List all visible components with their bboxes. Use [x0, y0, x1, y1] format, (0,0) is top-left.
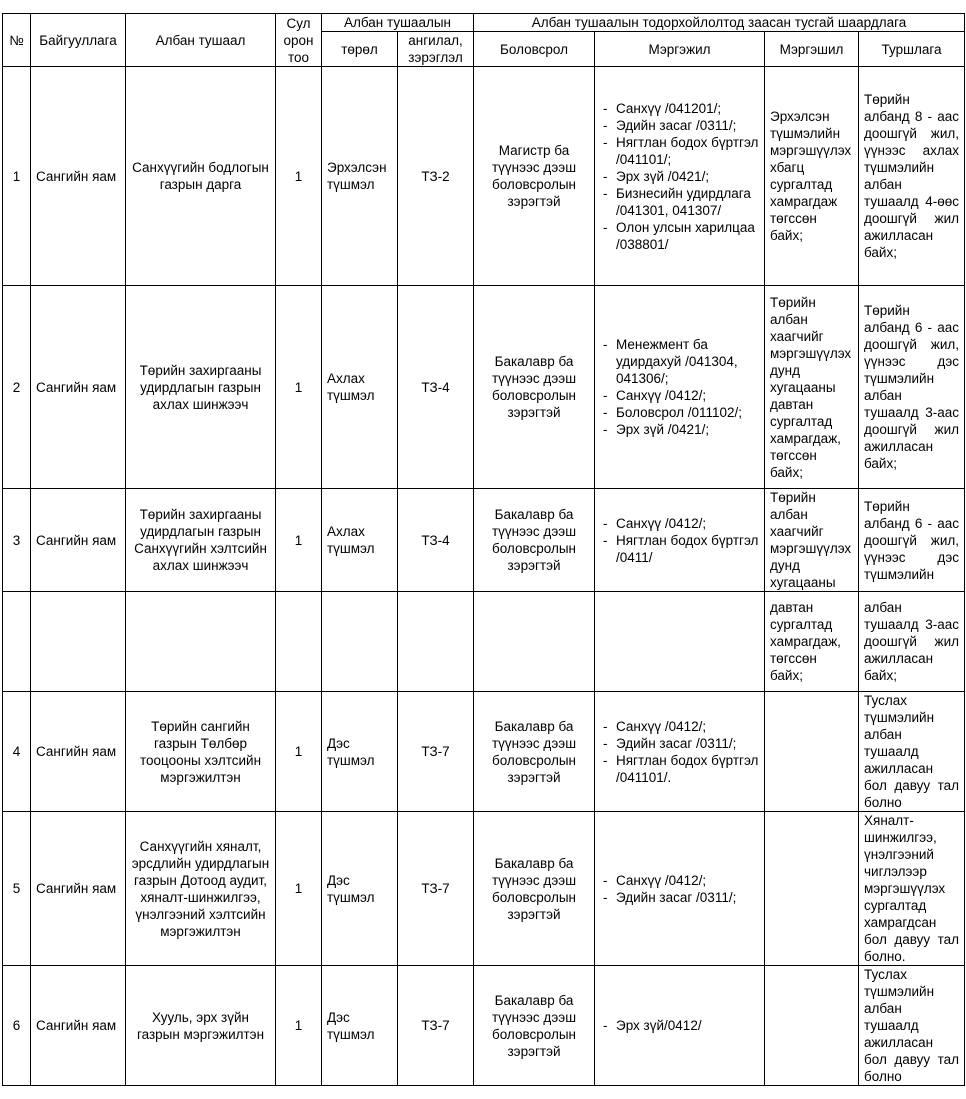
row-no — [3, 592, 31, 692]
row-rank — [398, 592, 474, 692]
table-row — [3, 286, 965, 489]
profession-item: - Эдийн засаг /0311/; — [600, 117, 759, 134]
row-skill — [765, 692, 859, 812]
row-type: Дэс түшмэл — [322, 812, 398, 966]
row-organization: Сангийн яам — [31, 67, 126, 286]
table-row — [3, 489, 965, 592]
row-organization: Сангийн яам — [31, 812, 126, 966]
row-rank: ТЗ-2 — [398, 67, 474, 286]
row-count: 1 — [276, 489, 322, 592]
row-position: Төрийн захиргааны удирдлагын газрын ахлах шинжээч — [126, 286, 276, 489]
row-experience: Төрийн албанд 8 - аас доошгүй жил, үүнээс ахлах түшмэлийн албан тушаалд 4-өөс доошгүй жил ажилласан байх; — [859, 67, 965, 286]
row-type — [322, 592, 398, 692]
header-row-1 — [3, 14, 965, 32]
header-vacant-count: Сул орон тоо — [276, 14, 322, 67]
profession-item: - Эдийн засаг /0311/; — [600, 889, 759, 906]
profession-item: - Эрх зүй /0421/; — [600, 421, 759, 438]
profession-item: - Санхүү /0412/; — [600, 718, 759, 735]
row-rank: ТЗ-7 — [398, 812, 474, 966]
row-experience: Туслах түшмэлийн албан тушаалд ажилласан бол давуу тал болно — [859, 966, 965, 1086]
row-professions — [595, 67, 765, 286]
profession-item: - Боловсрол /011102/; — [600, 404, 759, 421]
row-skill: Төрийн албан хаагчийг мэргэшүүлэх дунд хугацааны — [765, 489, 859, 592]
header-rank: ангилал, зэрэглэл — [398, 32, 474, 67]
row-experience: Төрийн албанд 6 - аас доошгүй жил, үүнээс дэс түшмэлийн албан тушаалд 3-аас доошгүй жил ажилласан байх; — [859, 286, 965, 489]
header-type: төрөл — [322, 32, 398, 67]
row-professions — [595, 966, 765, 1086]
row-professions — [595, 812, 765, 966]
row-position: Төрийн захиргааны удирдлагын газрын Санхүүгийн хэлтсийн ахлах шинжээч — [126, 489, 276, 592]
row-organization — [31, 592, 126, 692]
header-position: Албан тушаал — [126, 14, 276, 67]
row-professions — [595, 286, 765, 489]
row-education: Бакалавр ба түүнээс дээш боловсролын зэрэгтэй — [474, 692, 595, 812]
row-type: Эрхэлсэн түшмэл — [322, 67, 398, 286]
profession-list — [600, 718, 759, 786]
row-rank: ТЗ-7 — [398, 692, 474, 812]
profession-item: - Эрх зүй/0412/ — [600, 1017, 759, 1034]
row-education — [474, 592, 595, 692]
row-type: Дэс түшмэл — [322, 966, 398, 1086]
row-no: 1 — [3, 67, 31, 286]
profession-item: - Санхүү /0412/; — [600, 387, 759, 404]
table-row — [3, 966, 965, 1086]
profession-item: - Нягтлан бодох бүртгэл /0411/ — [600, 532, 759, 566]
profession-item: - Нягтлан бодох бүртгэл /041101/. — [600, 752, 759, 786]
header-education: Боловсрол — [474, 32, 595, 67]
row-count: 1 — [276, 67, 322, 286]
row-education: Бакалавр ба түүнээс дээш боловсролын зэрэгтэй — [474, 489, 595, 592]
row-no: 6 — [3, 966, 31, 1086]
row-education: Магистр ба түүнээс дээш боловсролын зэрэгтэй — [474, 67, 595, 286]
row-experience: Хяналт-шинжилгээ, үнэлгээний чиглэлээр мэргэшүүлэх сургалтад хамрагдсан бол давуу тал болно. — [859, 812, 965, 966]
row-rank: ТЗ-4 — [398, 489, 474, 592]
row-professions — [595, 592, 765, 692]
row-rank: ТЗ-4 — [398, 286, 474, 489]
profession-item: - Нягтлан бодох бүртгэл /041101/; — [600, 134, 759, 168]
row-education: Бакалавр ба түүнээс дээш боловсролын зэрэгтэй — [474, 966, 595, 1086]
row-count: 1 — [276, 692, 322, 812]
row-no: 5 — [3, 812, 31, 966]
profession-item: - Эрх зүй /0421/; — [600, 168, 759, 185]
header-requirements-group: Албан тушаалын тодорхойлолтод заасан тусгай шаардлага — [474, 14, 965, 32]
row-count: 1 — [276, 286, 322, 489]
table-row — [3, 67, 965, 286]
row-type: Ахлах түшмэл — [322, 286, 398, 489]
row-experience: Төрийн албанд 6 - аас доошгүй жил, үүнээс дэс түшмэлийн — [859, 489, 965, 592]
row-experience: Туслах түшмэлийн албан тушаалд ажилласан бол давуу тал болно — [859, 692, 965, 812]
row-skill — [765, 812, 859, 966]
header-skill: Мэргэшил — [765, 32, 859, 67]
row-skill: Төрийн албан хаагчийг мэргэшүүлэх дунд хугацааны давтан сургалтад хамрагдаж, төгссөн байх; — [765, 286, 859, 489]
row-organization: Сангийн яам — [31, 966, 126, 1086]
profession-list — [600, 100, 759, 253]
row-position: Төрийн сангийн газрын Төлбөр тооцооны хэлтсийн мэргэжилтэн — [126, 692, 276, 812]
profession-item: - Бизнесийн удирдлага /041301, 041307/ — [600, 185, 759, 219]
row-education: Бакалавр ба түүнээс дээш боловсролын зэрэгтэй — [474, 286, 595, 489]
row-skill — [765, 966, 859, 1086]
profession-item: - Олон улсын харилцаа /038801/ — [600, 219, 759, 253]
row-position: Санхүүгийн хяналт, эрсдлийн удирдлагын газрын Дотоод аудит, хяналт-шинжилгээ, үнэлгээний хэлтсийн мэргэжилтэн — [126, 812, 276, 966]
row-organization: Сангийн яам — [31, 286, 126, 489]
row-professions — [595, 692, 765, 812]
row-type: Дэс түшмэл — [322, 692, 398, 812]
profession-list — [600, 336, 759, 438]
profession-item: - Менежмент ба удирдахуй /041304, 041306/; — [600, 336, 759, 387]
row-no: 2 — [3, 286, 31, 489]
row-rank: ТЗ-7 — [398, 966, 474, 1086]
profession-item: - Эдийн засаг /0311/; — [600, 735, 759, 752]
profession-item: - Санхүү /0412/; — [600, 515, 759, 532]
header-no: № — [3, 14, 31, 67]
header-profession: Мэргэжил — [595, 32, 765, 67]
row-position: Санхүүгийн бодлогын газрын дарга — [126, 67, 276, 286]
row-type: Ахлах түшмэл — [322, 489, 398, 592]
table-row — [3, 692, 965, 812]
row-experience: албан тушаалд 3-аас доошгүй жил ажилласан байх; — [859, 592, 965, 692]
row-skill: давтан сургалтад хамрагдаж, төгссөн байх; — [765, 592, 859, 692]
row-skill: Эрхэлсэн түшмэлийн мэргэшүүлэх хбагц сургалтад хамрагдаж төгссөн байх; — [765, 67, 859, 286]
row-count: 1 — [276, 812, 322, 966]
row-count: 1 — [276, 966, 322, 1086]
header-position-group: Албан тушаалын — [322, 14, 474, 32]
row-no: 4 — [3, 692, 31, 812]
profession-list — [600, 1017, 759, 1034]
row-count — [276, 592, 322, 692]
profession-item: - Санхүү /0412/; — [600, 872, 759, 889]
vacancy-table — [2, 13, 965, 1086]
row-position: Хууль, эрх зүйн газрын мэргэжилтэн — [126, 966, 276, 1086]
table-row — [3, 812, 965, 966]
row-no: 3 — [3, 489, 31, 592]
profession-list — [600, 515, 759, 566]
header-organization: Байгууллага — [31, 14, 126, 67]
profession-item: - Санхүү /041201/; — [600, 100, 759, 117]
row-organization: Сангийн яам — [31, 692, 126, 812]
row-education: Бакалавр ба түүнээс дээш боловсролын зэрэгтэй — [474, 812, 595, 966]
row-professions — [595, 489, 765, 592]
profession-list — [600, 872, 759, 906]
row-position — [126, 592, 276, 692]
table-row-continuation — [3, 592, 965, 692]
header-experience: Туршлага — [859, 32, 965, 67]
row-organization: Сангийн яам — [31, 489, 126, 592]
